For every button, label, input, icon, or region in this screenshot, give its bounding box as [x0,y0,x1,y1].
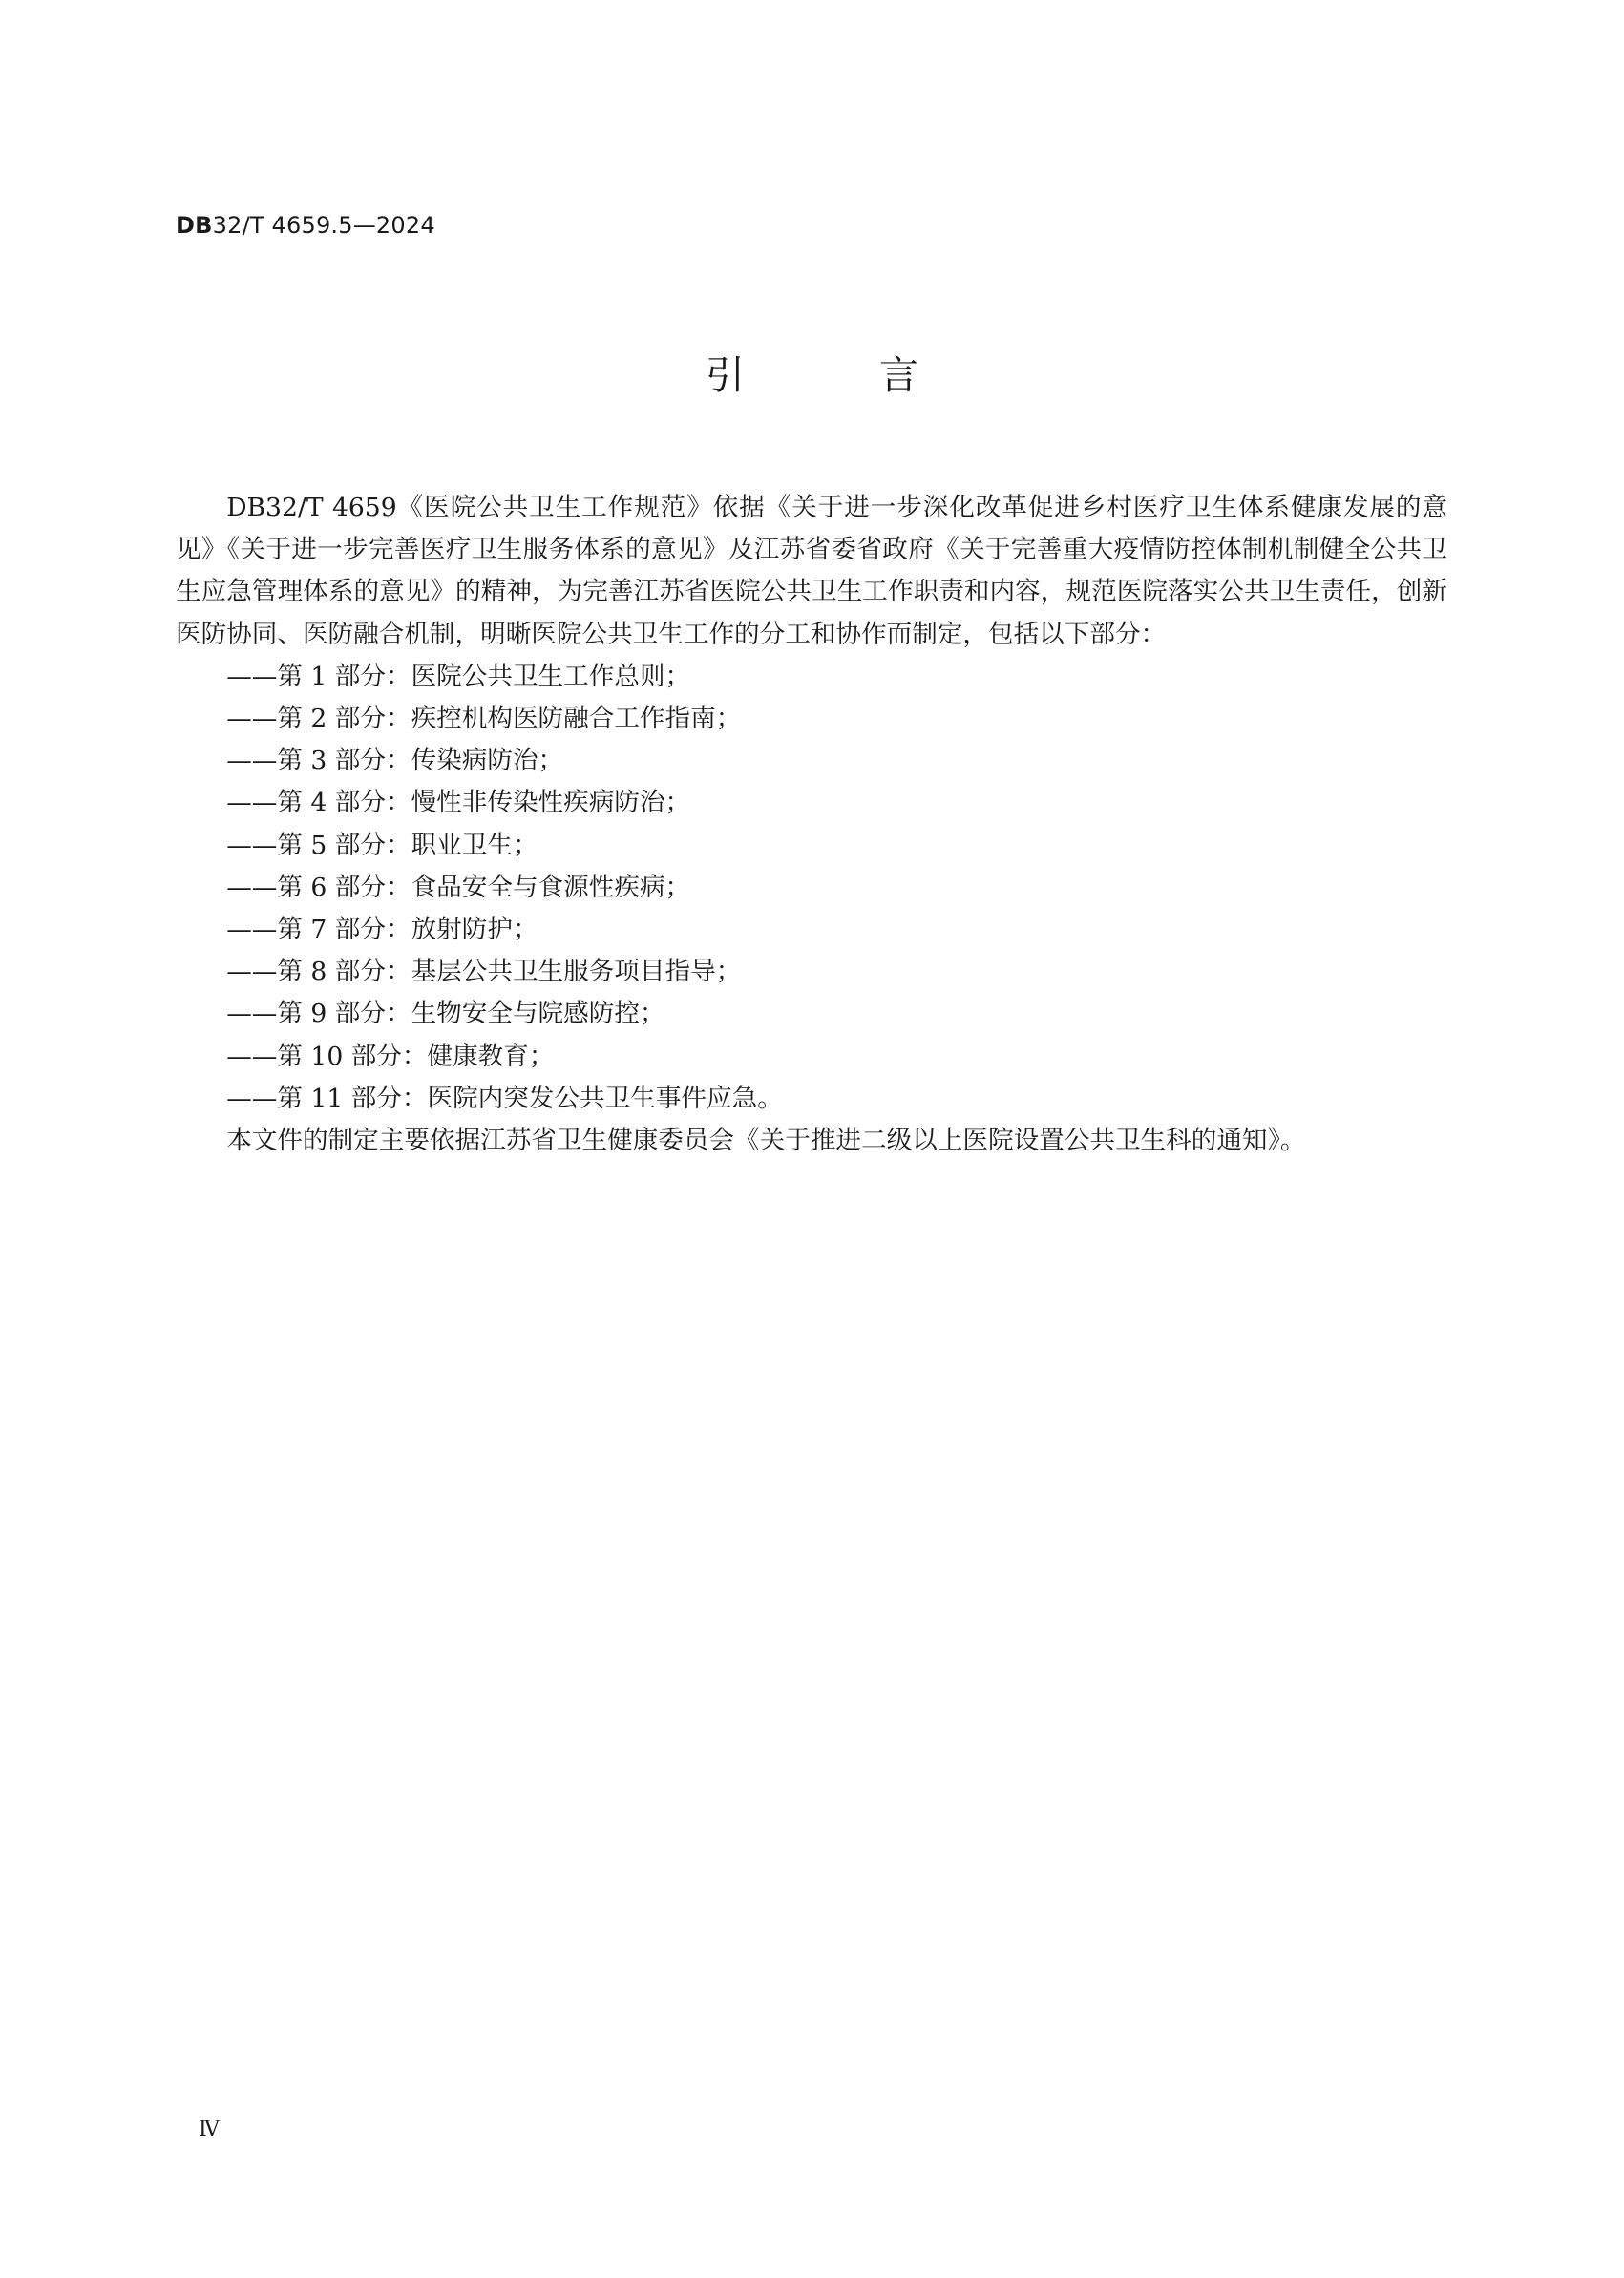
list-item: ——第 4 部分：慢性非传染性疾病防治； [226,788,691,818]
list-item: ——第 6 部分：食品安全与食源性疾病； [226,872,691,902]
list-item: ——第 11 部分：医院内突发公共卫生事件应急。 [226,1083,783,1113]
list-item: ——第 9 部分：生物安全与院感防控； [226,999,665,1029]
list-item: ——第 7 部分：放射防护； [226,915,538,945]
list-item: ——第 5 部分：职业卫生； [226,830,538,860]
page-title: 引 言 [705,352,981,398]
parts-list [176,656,1447,1120]
page-number: Ⅳ [199,2118,220,2141]
document-body [176,487,1447,1162]
standard-code-number: 32/T 4659.5—2024 [212,212,435,239]
list-item: ——第 10 部分：健康教育； [226,1041,555,1071]
list-item: ——第 3 部分：传染病防治； [226,746,564,776]
standard-code-prefix: DB [176,212,213,239]
list-item: ——第 1 部分：医院公共卫生工作总则； [226,661,691,691]
list-item: ——第 2 部分：疾控机构医防融合工作指南； [226,704,742,734]
closing-paragraph: 本文件的制定主要依据江苏省卫生健康委员会《关于推进二级以上医院设置公共卫生科的通知》。 [226,1126,1306,1156]
intro-paragraph: DB32/T 4659《医院公共卫生工作规范》依据《关于进一步深化改革促进乡村医疗卫生体系健康发展的意见》《关于进一步完善医疗卫生服务体系的意见》及江苏省委省政府《关于完善重大疫情防控体制机制健全公共卫生应急管理体系的意见》的精神，为完善江苏省医院公共卫生工作职责和内容，规范医院落实公共卫生责任，创新医防协同、医防融合机制，明晰医院公共卫生工作的分工和协作而制定，包括以下部分： [176,493,1447,649]
standard-code [176,212,435,239]
list-item: ——第 8 部分：基层公共卫生服务项目指导； [226,957,742,987]
